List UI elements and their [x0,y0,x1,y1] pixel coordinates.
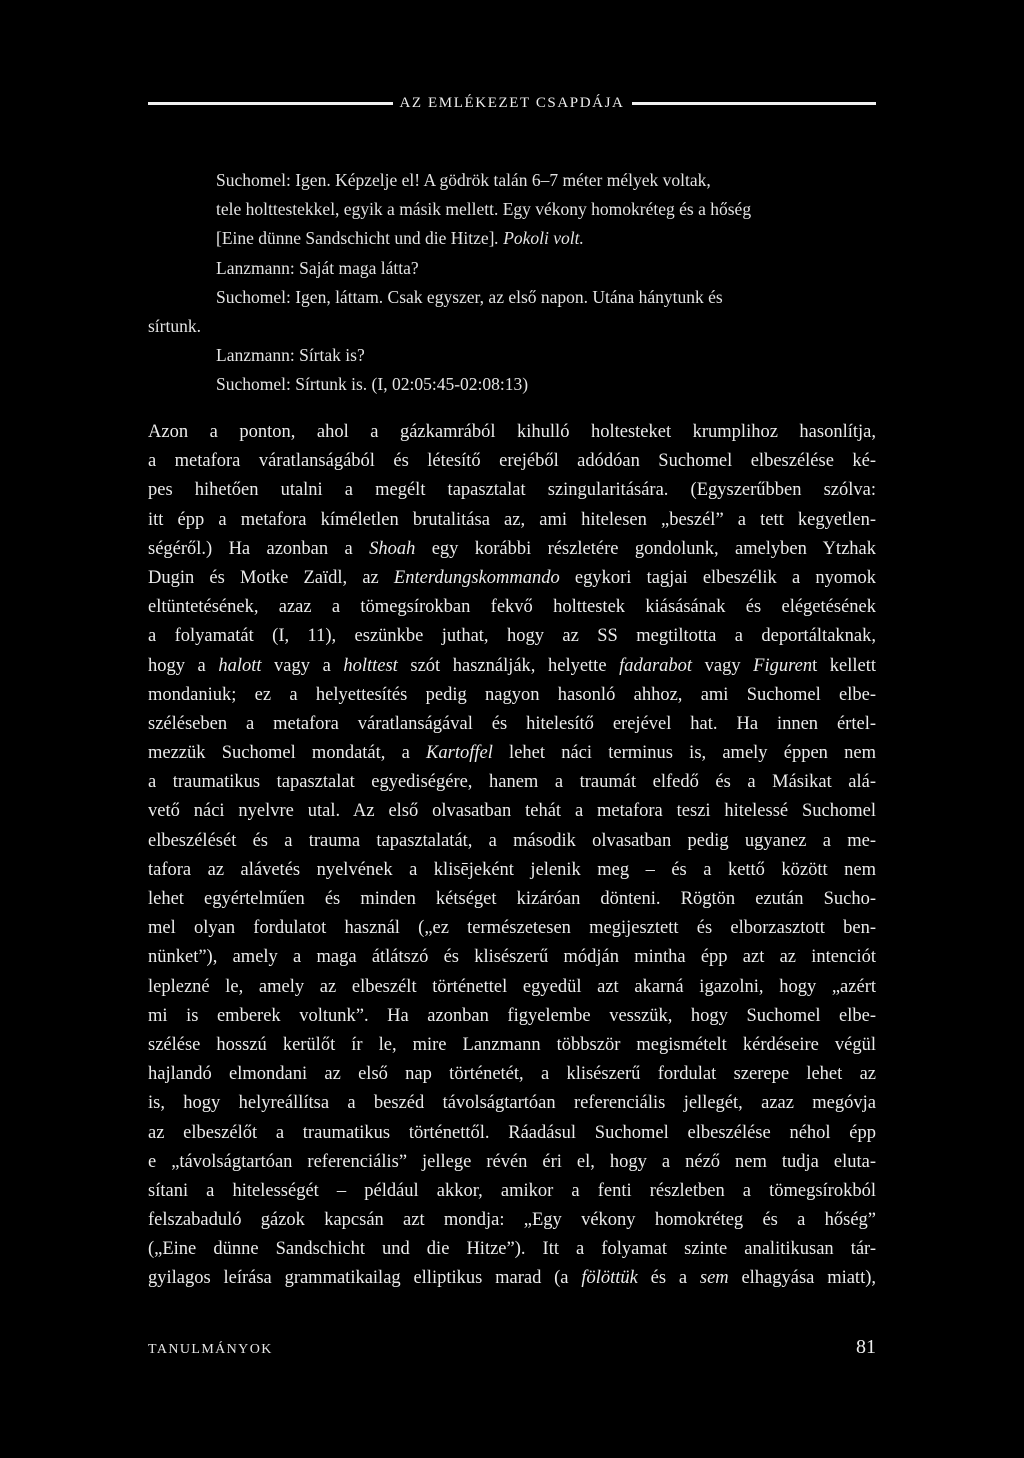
body-line: mel olyan fordulatot használ („ez természetesen megijesztett és elborzasztott ben- [148,918,876,939]
body-line [148,564,876,593]
quote-line: Suchomel: Igen, láttam. Csak egyszer, az első napon. Utána hánytunk és [216,286,723,307]
text-segment: és a [637,1268,700,1289]
body-text [148,418,876,1294]
body-line: az elbeszélőt a traumatikus történettől. Ráadásul Suchomel elbeszélése néhol épp [148,1122,876,1143]
quote-line: Lanzmann: Saját maga látta? [216,257,419,278]
body-line: tafora az alávetés nyelvének a klisējeként jelenik meg – és a kettő között nem [148,859,876,880]
body-line: szélése hosszú kerülőt ír le, mire Lanzmann többször megismételt kérdéseire végül [148,1034,876,1055]
body-line: a traumatikus tapasztalat egyediségére, hanem a traumát elfedő és a Másikat alá- [148,772,876,793]
text-segment: egy korábbi részletére gondolunk, amelyben Ytzhak [415,538,876,559]
body-line [148,535,876,564]
body-line: mondaniuk; ez a helyettesítés pedig nagyon hasonló ahhoz, ami Suchomel elbe- [148,684,876,705]
text-segment: elhagyása miatt), [728,1268,876,1289]
text-segment: vagy a [261,655,344,676]
body-line: széléseben a metafora váratlanságával és hitelesítő erejével hat. Ha innen értel- [148,713,876,734]
running-title: AZ EMLÉKEZET CSAPDÁJA [399,94,625,111]
quote-line: tele holttestekkel, egyik a másik mellett. Egy vékony homokréteg és a hőség [216,199,752,220]
body-line: leplezné le, amely az elbeszélt történettel egyedül azt akarná igazolni, hogy „azért [148,976,876,997]
body-line: itt épp a metafora kíméletlen brutalitása az, ami hitelesen „beszél” a tett kegyetlen- [148,509,876,530]
quote-line: Suchomel: Sírtunk is. (I, 02:05:45-02:08:13) [216,374,529,395]
body-line [148,1264,876,1293]
italic-term: fölöttük [581,1268,638,1289]
quote-line: Suchomel: Igen. Képzelje el! A gödrök talán 6–7 méter mélyek voltak, [216,170,711,190]
body-line: hajlandó elmondani az első nap történetét, a klisészerű fordulat szerepe lehet az [148,1064,876,1085]
italic-term: Shoah [369,538,416,559]
text-segment: mezzük Suchomel mondatát, a [148,743,427,764]
body-line: e „távolságtartóan referenciális” jellege révén éri el, hogy a néző nem tudja eluta- [148,1151,876,1172]
body-line: sítani a hitelességét – például akkor, amikor a fenti részletben a tömegsírokból [148,1180,876,1201]
body-line: pes hihetően utalni a megélt tapasztalat szingularitására. (Egyszerűbben szólva: [148,480,876,501]
body-line: is, hogy helyreállítsa a beszéd távolságtartóan referenciális jellegét, azaz megóvja [148,1093,876,1114]
text-segment: Dugin és Motke Zaïdl, az [148,567,394,588]
text-segment: lehet náci terminus is, amely éppen nem [492,743,876,764]
body-line: a metafora váratlanságából és létesítő erejéből adódóan Suchomel elbeszélése ké- [148,451,876,472]
italic-term: . Pokoli volt. [494,228,584,249]
interview-quote [148,166,876,400]
text-segment: hogy a [148,655,219,676]
body-line: felszabaduló gázok kapcsán azt mondja: „Egy vékony homokréteg és a hőség” [148,1210,876,1231]
body-line: elbeszélését és a trauma tapasztalatát, a második olvasatban pedig ugyanez a me- [148,830,876,851]
text-segment: vagy [692,655,754,676]
quote-line: Lanzmann: Sírtak is? [216,345,365,366]
italic-term: fadarabot [619,655,693,676]
body-line: nünket”), amely a maga átlátszó és klisészerű módján mintha épp azt az intenciót [148,947,876,968]
text-segment: ségéről.) Ha azonban a [148,538,370,559]
italic-term: halott [218,655,262,676]
text-segment: [Eine dünne Sandschicht und die Hitze] [216,228,495,249]
section-label: TANULMÁNYOK [148,1342,273,1357]
text-segment: t kellett [812,655,877,676]
body-line [148,739,876,768]
italic-term: Enterdungskommando [393,567,560,588]
body-line: mi is emberek voltunk”. Ha azonban figyelembe vesszük, hogy Suchomel elbe- [148,1005,876,1026]
header-rule-right [632,102,877,105]
page-footer [148,1336,876,1359]
body-line [148,652,876,681]
italic-term: sem [699,1268,729,1289]
quote-line [148,224,876,253]
body-line: eltüntetésének, azaz a tömegsírokban fekvő holttestek kiásásának és elégetésének [148,597,876,618]
body-line: Azon a ponton, ahol a gázkamrából kihulló holtesteket krumplihoz hasonlítja, [148,422,876,442]
body-line: lehet egyértelműen és minden kétséget kizáróan dönteni. Rögtön ezután Sucho- [148,889,876,909]
page-number: 81 [856,1336,876,1358]
italic-term: holttest [343,655,398,676]
header-rule-left [148,102,393,105]
body-line: („Eine dünne Sandschicht und die Hitze”). Itt a folyamat szinte analitikusan tár- [148,1239,876,1260]
text-segment: szót használják, helyette [397,655,620,676]
text-segment: egykori tagjai elbeszélik a nyomok [559,567,876,588]
body-line: vető náci nyelvre utal. Az első olvasatban tehát a metafora teszi hitelessé Suchomel [148,801,876,822]
quote-line: sírtunk. [148,315,201,336]
text-segment: gyilagos leírása grammatikailag elliptikus marad (a [148,1268,582,1289]
italic-term: Figuren [753,655,813,676]
italic-term: Kartoffel [426,743,493,764]
running-header [148,90,876,116]
body-line: a folyamatát (I, 11), eszünkbe juthat, hogy az SS megtiltotta a deportáltaknak, [148,626,876,647]
